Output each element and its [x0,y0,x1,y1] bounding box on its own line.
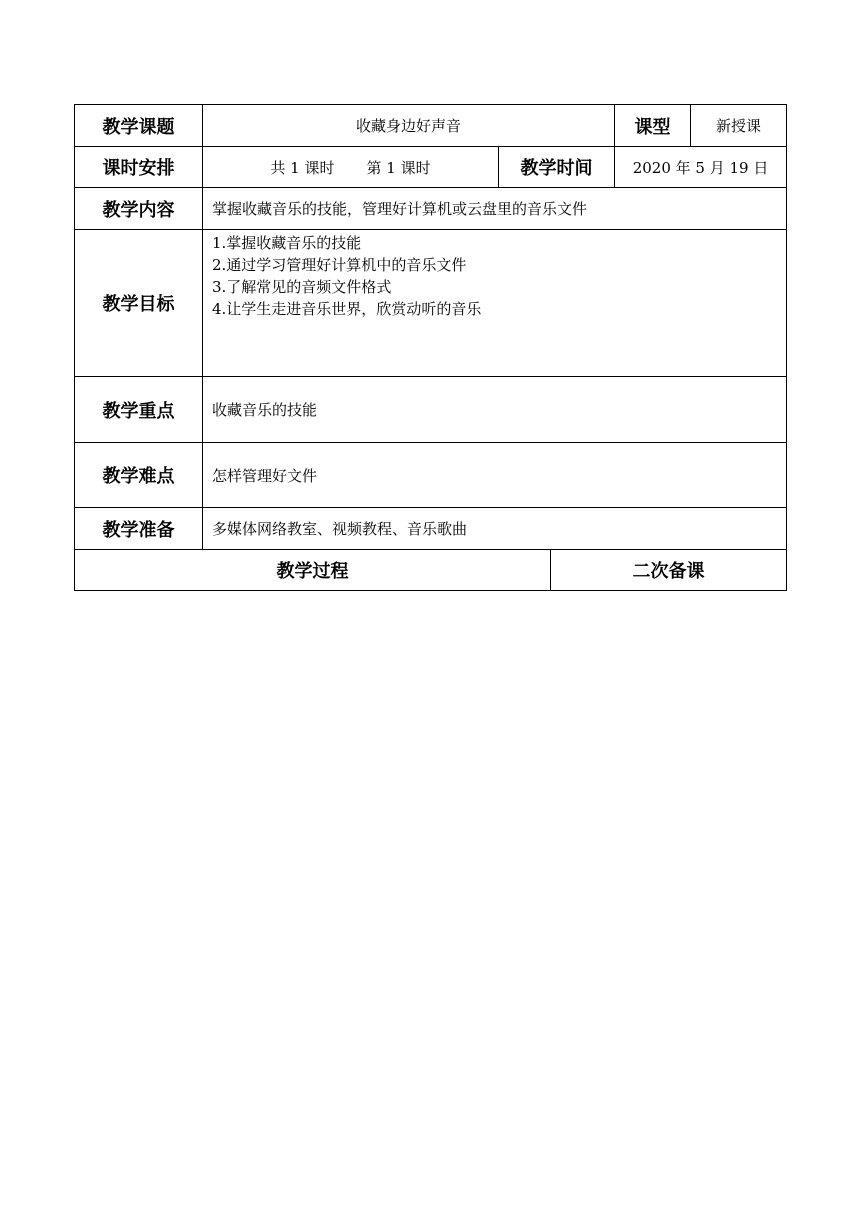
row-goals [75,230,787,377]
goal-item: 2.通过学习管理好计算机中的音乐文件 [212,256,467,274]
lesson-plan-table [74,104,787,591]
second-prep-header: 二次备课 [551,550,787,591]
process-header: 教学过程 [75,550,551,591]
row-content [75,188,787,230]
row-difficulty [75,443,787,508]
row-key-point [75,377,787,443]
goal-item: 1.掌握收藏音乐的技能 [212,234,362,252]
goals-list [203,230,787,377]
goal-item: 3.了解常见的音频文件格式 [212,278,392,296]
lesson-type-value: 新授课 [691,105,787,147]
row-schedule [75,147,787,188]
time-value: 2020 年 5 月 19 日 [615,147,787,188]
key-point-label: 教学重点 [75,377,203,443]
schedule-value [203,147,499,188]
schedule-current: 第 1 课时 [366,158,431,177]
goals-label: 教学目标 [75,230,203,377]
difficulty-label: 教学难点 [75,443,203,508]
time-label: 教学时间 [499,147,615,188]
row-footer [75,550,787,591]
schedule-total: 共 1 课时 [270,158,335,177]
topic-label: 教学课题 [75,105,203,147]
content-value: 掌握收藏音乐的技能，管理好计算机或云盘里的音乐文件 [203,188,787,230]
goal-item: 4.让学生走进音乐世界，欣赏动听的音乐 [212,300,482,318]
difficulty-value: 怎样管理好文件 [203,443,787,508]
row-topic [75,105,787,147]
row-preparation [75,508,787,550]
preparation-value: 多媒体网络教室、视频教程、音乐歌曲 [203,508,787,550]
topic-value: 收藏身边好声音 [203,105,615,147]
key-point-value: 收藏音乐的技能 [203,377,787,443]
preparation-label: 教学准备 [75,508,203,550]
schedule-label: 课时安排 [75,147,203,188]
content-label: 教学内容 [75,188,203,230]
lesson-type-label: 课型 [615,105,691,147]
